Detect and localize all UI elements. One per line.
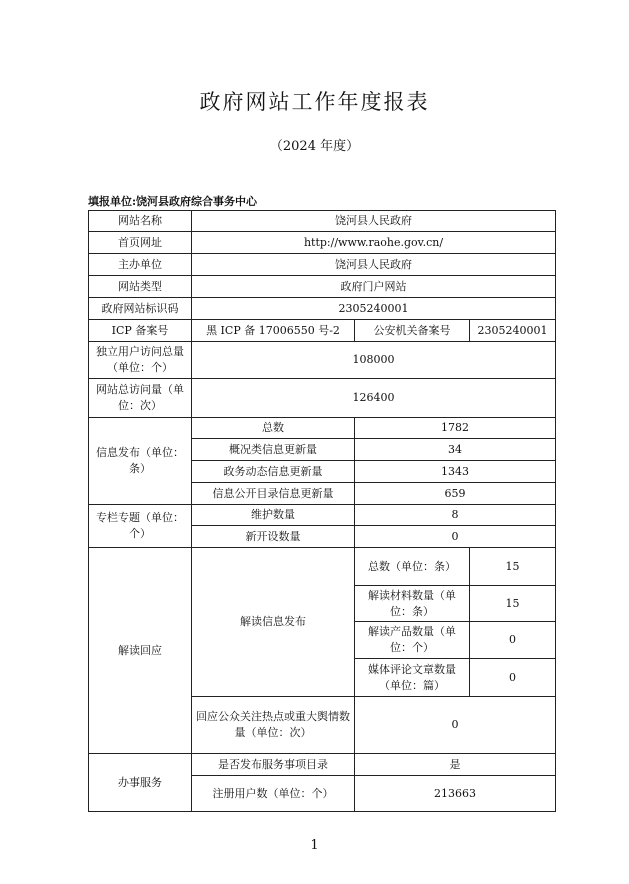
sub-label: 新开设数量 xyxy=(192,526,355,548)
row-label: 网站总访问量（单位：次） xyxy=(89,379,192,418)
row-label: 办事服务 xyxy=(89,754,192,812)
sub-label: 概况类信息更新量 xyxy=(192,439,355,461)
table-row xyxy=(89,276,556,298)
table-row xyxy=(89,418,556,439)
row-label: ICP 备案号 xyxy=(89,320,192,342)
service-catalog-value: 是 xyxy=(355,754,556,776)
response-count-value: 0 xyxy=(355,697,556,754)
total-visits-value: 126400 xyxy=(192,379,556,418)
news-update-value: 1343 xyxy=(355,461,556,483)
sub-label: 解读材料数量（单位：条） xyxy=(355,586,470,622)
report-table xyxy=(88,210,556,812)
row-label: 网站名称 xyxy=(89,211,192,232)
sub-label: 总数（单位：条） xyxy=(355,548,470,586)
row-label: 解读回应 xyxy=(89,548,192,754)
sub-label: 解读产品数量（单位：个） xyxy=(355,622,470,659)
sub-label: 总数 xyxy=(192,418,355,439)
info-total-value: 1782 xyxy=(355,418,556,439)
gov-id-value: 2305240001 xyxy=(192,298,556,320)
table-row xyxy=(89,232,556,254)
police-record-value: 2305240001 xyxy=(470,320,556,342)
unique-visitors-value: 108000 xyxy=(192,342,556,379)
report-title: 政府网站工作年度报表 xyxy=(199,90,430,114)
new-count-value: 0 xyxy=(355,526,556,548)
table-row xyxy=(89,298,556,320)
interp-product-value: 0 xyxy=(470,622,556,659)
site-name-value: 饶河县人民政府 xyxy=(192,211,556,232)
interp-media-value: 0 xyxy=(470,659,556,697)
home-url-value: http://www.raohe.gov.cn/ xyxy=(192,232,556,254)
table-row xyxy=(89,342,556,379)
site-type-value: 政府门户网站 xyxy=(192,276,556,298)
report-year: （2024 年度） xyxy=(269,139,360,154)
row-label: 信息发布（单位：条） xyxy=(89,418,192,505)
table-row xyxy=(89,254,556,276)
table-row xyxy=(89,379,556,418)
sponsor-value: 饶河县人民政府 xyxy=(192,254,556,276)
disclosure-update-value: 659 xyxy=(355,483,556,505)
sub-label: 媒体评论文章数量（单位：篇） xyxy=(355,659,470,697)
sub-label: 政务动态信息更新量 xyxy=(192,461,355,483)
interp-total-value: 15 xyxy=(470,548,556,586)
table-row xyxy=(89,754,556,776)
interp-material-value: 15 xyxy=(470,586,556,622)
table-row xyxy=(89,211,556,232)
filler-unit: 填报单位:饶河县政府综合事务中心 xyxy=(88,195,258,208)
registered-users-value: 213663 xyxy=(355,776,556,812)
row-label: 专栏专题（单位：个） xyxy=(89,505,192,548)
sub-label: 维护数量 xyxy=(192,505,355,526)
row-label: 独立用户访问总量（单位：个） xyxy=(89,342,192,379)
row-label: 主办单位 xyxy=(89,254,192,276)
table-row xyxy=(89,505,556,526)
police-record-label: 公安机关备案号 xyxy=(355,320,470,342)
sub-label: 解读信息发布 xyxy=(192,548,355,697)
page-number: 1 xyxy=(310,838,319,853)
icp-value: 黑 ICP 备 17006550 号-2 xyxy=(192,320,355,342)
sub-label: 回应公众关注热点或重大舆情数量（单位：次） xyxy=(192,697,355,754)
row-label: 网站类型 xyxy=(89,276,192,298)
sub-label: 注册用户数（单位：个） xyxy=(192,776,355,812)
maintained-count-value: 8 xyxy=(355,505,556,526)
overview-update-value: 34 xyxy=(355,439,556,461)
sub-label: 信息公开目录信息更新量 xyxy=(192,483,355,505)
table-row xyxy=(89,548,556,586)
row-label: 首页网址 xyxy=(89,232,192,254)
row-label: 政府网站标识码 xyxy=(89,298,192,320)
sub-label: 是否发布服务事项目录 xyxy=(192,754,355,776)
table-row xyxy=(89,320,556,342)
